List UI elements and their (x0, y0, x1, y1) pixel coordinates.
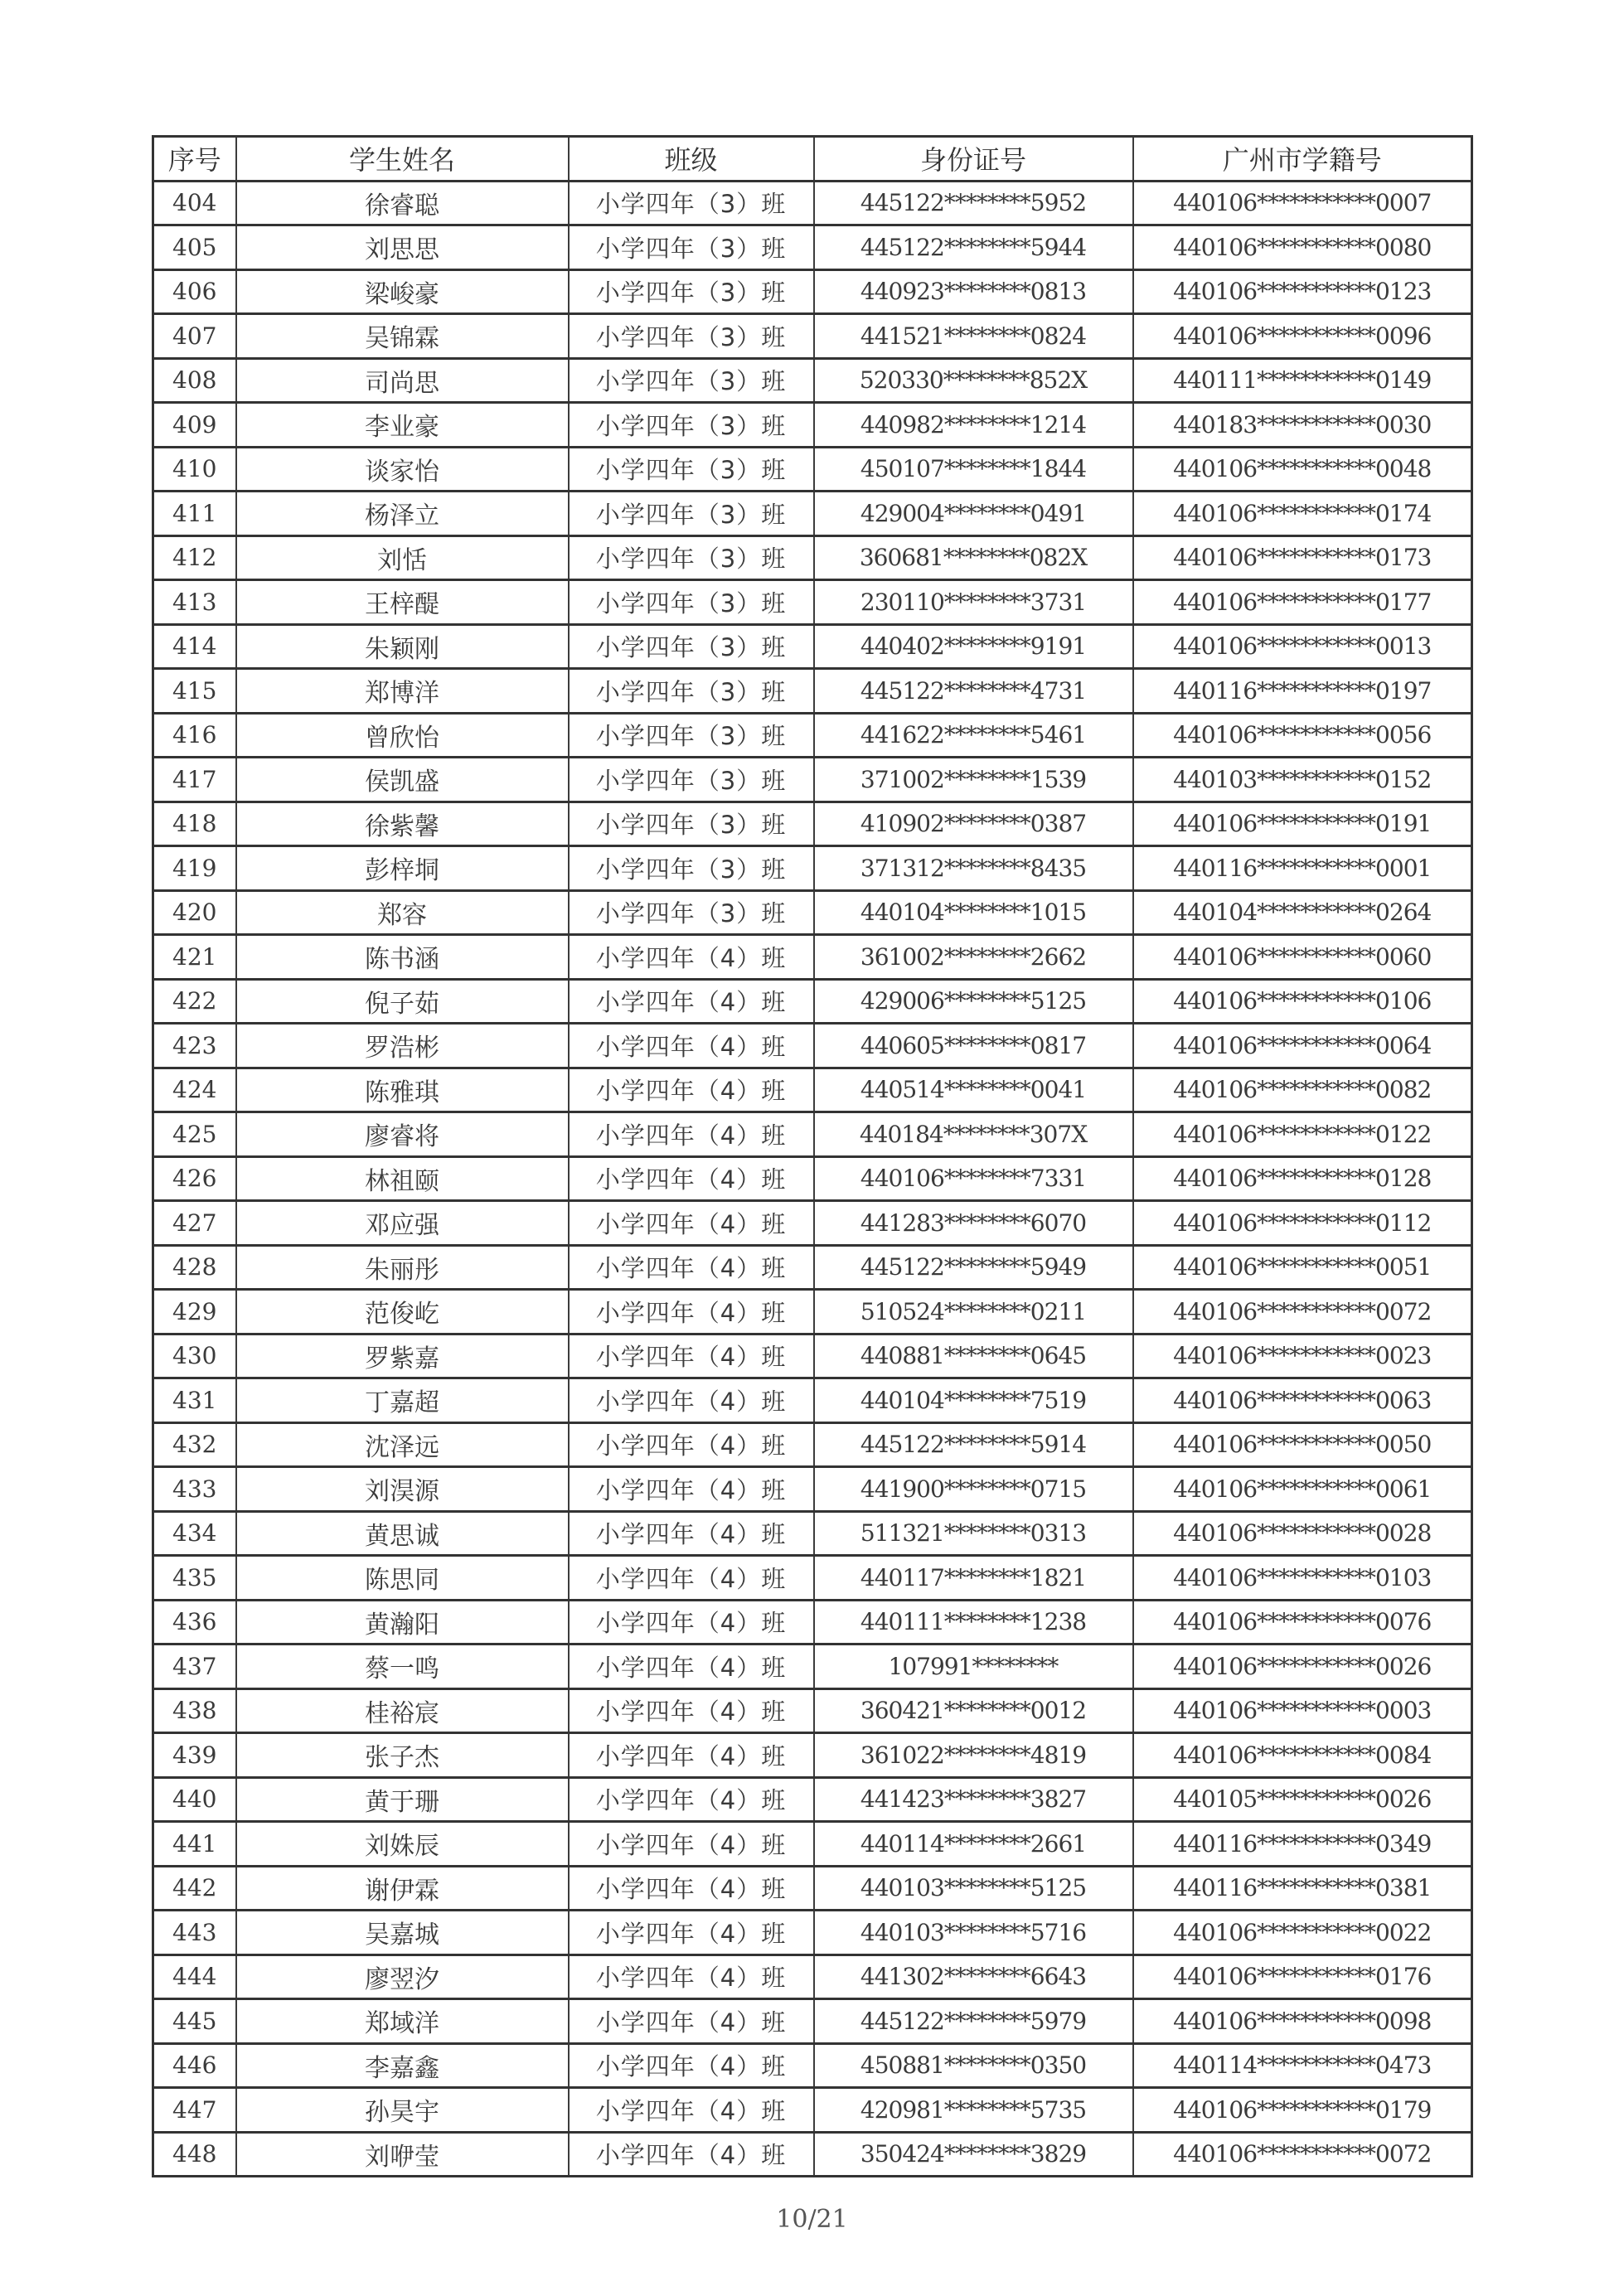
table-row (153, 2088, 1472, 2133)
table-row (153, 846, 1472, 891)
registry-number-cell: 440106***********0050 (1133, 1422, 1472, 1467)
class-cell: 小学四年（3）班 (569, 846, 814, 891)
table-row (153, 1156, 1472, 1201)
registry-number-cell: 440106***********0022 (1133, 1911, 1472, 1955)
registry-number-cell: 440106***********0003 (1133, 1688, 1472, 1733)
class-cell: 小学四年（3）班 (569, 580, 814, 625)
seq-cell: 425 (153, 1112, 236, 1157)
registry-number-cell: 440106***********0122 (1133, 1112, 1472, 1157)
table-row (153, 269, 1472, 314)
seq-cell: 428 (153, 1245, 236, 1290)
class-cell: 小学四年（4）班 (569, 1822, 814, 1867)
registry-number-cell: 440106***********0080 (1133, 225, 1472, 270)
registry-number-cell: 440106***********0179 (1133, 2088, 1472, 2133)
registry-number-cell: 440106***********0056 (1133, 713, 1472, 758)
id-number-cell: 440184********307X (814, 1112, 1133, 1157)
id-number-cell: 371002********1539 (814, 758, 1133, 802)
id-number-cell: 429006********5125 (814, 979, 1133, 1024)
table-row (153, 1911, 1472, 1955)
class-cell: 小学四年（3）班 (569, 669, 814, 714)
header-student-registry-number: 广州市学籍号 (1133, 137, 1472, 182)
class-cell: 小学四年（3）班 (569, 269, 814, 314)
student-name-cell: 陈雅琪 (236, 1068, 569, 1112)
seq-cell: 448 (153, 2132, 236, 2177)
student-name-cell: 彭梓垌 (236, 846, 569, 891)
registry-number-cell: 440106***********0013 (1133, 624, 1472, 669)
table-row (153, 624, 1472, 669)
seq-cell: 439 (153, 1733, 236, 1778)
table-row (153, 1644, 1472, 1689)
class-cell: 小学四年（4）班 (569, 2088, 814, 2133)
registry-number-cell: 440106***********0072 (1133, 2132, 1472, 2177)
id-number-cell: 511321********0313 (814, 1511, 1133, 1556)
registry-number-cell: 440106***********0072 (1133, 1290, 1472, 1334)
seq-cell: 408 (153, 358, 236, 403)
registry-number-cell: 440106***********0076 (1133, 1600, 1472, 1644)
table-row (153, 1511, 1472, 1556)
table-row (153, 1955, 1472, 1999)
student-name-cell: 吴锦霖 (236, 314, 569, 359)
seq-cell: 423 (153, 1024, 236, 1068)
registry-number-cell: 440106***********0082 (1133, 1068, 1472, 1112)
class-cell: 小学四年（4）班 (569, 1378, 814, 1423)
seq-cell: 427 (153, 1201, 236, 1246)
id-number-cell: 440114********2661 (814, 1822, 1133, 1867)
seq-cell: 435 (153, 1556, 236, 1601)
student-name-cell: 刘恬 (236, 535, 569, 580)
id-number-cell: 440402********9191 (814, 624, 1133, 669)
table-row (153, 358, 1472, 403)
header-seq: 序号 (153, 137, 236, 182)
class-cell: 小学四年（4）班 (569, 1245, 814, 1290)
registry-number-cell: 440111***********0149 (1133, 358, 1472, 403)
id-number-cell: 440106********7331 (814, 1156, 1133, 1201)
student-name-cell: 刘姝辰 (236, 1822, 569, 1867)
id-number-cell: 371312********8435 (814, 846, 1133, 891)
id-number-cell: 230110********3731 (814, 580, 1133, 625)
id-number-cell: 440111********1238 (814, 1600, 1133, 1644)
id-number-cell: 445122********5944 (814, 225, 1133, 270)
table-row (153, 1688, 1472, 1733)
seq-cell: 444 (153, 1955, 236, 1999)
class-cell: 小学四年（3）班 (569, 181, 814, 225)
seq-cell: 440 (153, 1777, 236, 1822)
student-name-cell: 倪子茹 (236, 979, 569, 1024)
registry-number-cell: 440106***********0123 (1133, 269, 1472, 314)
table-row (153, 713, 1472, 758)
seq-cell: 434 (153, 1511, 236, 1556)
table-row (153, 2043, 1472, 2088)
registry-number-cell: 440106***********0063 (1133, 1378, 1472, 1423)
seq-cell: 436 (153, 1600, 236, 1644)
registry-number-cell: 440106***********0028 (1133, 1511, 1472, 1556)
id-number-cell: 520330********852X (814, 358, 1133, 403)
class-cell: 小学四年（4）班 (569, 2132, 814, 2177)
seq-cell: 404 (153, 181, 236, 225)
student-name-cell: 刘思思 (236, 225, 569, 270)
id-number-cell: 445122********5949 (814, 1245, 1133, 1290)
student-name-cell: 王梓醍 (236, 580, 569, 625)
class-cell: 小学四年（3）班 (569, 314, 814, 359)
registry-number-cell: 440106***********0103 (1133, 1556, 1472, 1601)
class-cell: 小学四年（4）班 (569, 1955, 814, 1999)
registry-number-cell: 440106***********0023 (1133, 1334, 1472, 1378)
student-name-cell: 蔡一鸣 (236, 1644, 569, 1689)
id-number-cell: 440923********0813 (814, 269, 1133, 314)
class-cell: 小学四年（3）班 (569, 225, 814, 270)
class-cell: 小学四年（4）班 (569, 1112, 814, 1157)
table-row (153, 1866, 1472, 1911)
registry-number-cell: 440106***********0112 (1133, 1201, 1472, 1246)
student-name-cell: 丁嘉超 (236, 1378, 569, 1423)
table-row (153, 403, 1472, 448)
seq-cell: 430 (153, 1334, 236, 1378)
id-number-cell: 445122********4731 (814, 669, 1133, 714)
id-number-cell: 361002********2662 (814, 935, 1133, 980)
student-name-cell: 孙昊宇 (236, 2088, 569, 2133)
id-number-cell: 445122********5952 (814, 181, 1133, 225)
seq-cell: 418 (153, 802, 236, 846)
student-name-cell: 刘淏源 (236, 1467, 569, 1512)
id-number-cell: 445122********5914 (814, 1422, 1133, 1467)
table-row (153, 1245, 1472, 1290)
seq-cell: 420 (153, 890, 236, 935)
table-row (153, 1556, 1472, 1601)
seq-cell: 406 (153, 269, 236, 314)
registry-number-cell: 440106***********0048 (1133, 447, 1472, 492)
id-number-cell: 361022********4819 (814, 1733, 1133, 1778)
table-row (153, 1600, 1472, 1644)
table-row (153, 1422, 1472, 1467)
class-cell: 小学四年（4）班 (569, 1556, 814, 1601)
class-cell: 小学四年（3）班 (569, 535, 814, 580)
id-number-cell: 440103********5125 (814, 1866, 1133, 1911)
registry-number-cell: 440106***********0060 (1133, 935, 1472, 980)
table-row (153, 1467, 1472, 1512)
id-number-cell: 450107********1844 (814, 447, 1133, 492)
seq-cell: 447 (153, 2088, 236, 2133)
registry-number-cell: 440106***********0007 (1133, 181, 1472, 225)
table-row (153, 492, 1472, 536)
table-row (153, 669, 1472, 714)
registry-number-cell: 440106***********0176 (1133, 1955, 1472, 1999)
table-row (153, 1024, 1472, 1068)
seq-cell: 437 (153, 1644, 236, 1689)
class-cell: 小学四年（3）班 (569, 492, 814, 536)
id-number-cell: 350424********3829 (814, 2132, 1133, 2177)
registry-number-cell: 440116***********0349 (1133, 1822, 1472, 1867)
header-id-number: 身份证号 (814, 137, 1133, 182)
seq-cell: 443 (153, 1911, 236, 1955)
class-cell: 小学四年（4）班 (569, 1777, 814, 1822)
registry-number-cell: 440106***********0174 (1133, 492, 1472, 536)
class-cell: 小学四年（4）班 (569, 1156, 814, 1201)
student-roster-table (152, 135, 1473, 2177)
seq-cell: 429 (153, 1290, 236, 1334)
id-number-cell: 360421********0012 (814, 1688, 1133, 1733)
id-number-cell: 429004********0491 (814, 492, 1133, 536)
class-cell: 小学四年（4）班 (569, 979, 814, 1024)
student-name-cell: 黄思诚 (236, 1511, 569, 1556)
table-row (153, 225, 1472, 270)
class-cell: 小学四年（4）班 (569, 1733, 814, 1778)
class-cell: 小学四年（4）班 (569, 1467, 814, 1512)
id-number-cell: 410902********0387 (814, 802, 1133, 846)
class-cell: 小学四年（3）班 (569, 447, 814, 492)
registry-number-cell: 440106***********0191 (1133, 802, 1472, 846)
seq-cell: 446 (153, 2043, 236, 2088)
class-cell: 小学四年（3）班 (569, 802, 814, 846)
seq-cell: 441 (153, 1822, 236, 1867)
seq-cell: 412 (153, 535, 236, 580)
class-cell: 小学四年（3）班 (569, 403, 814, 448)
registry-number-cell: 440106***********0128 (1133, 1156, 1472, 1201)
student-name-cell: 陈思同 (236, 1556, 569, 1601)
student-name-cell: 沈泽远 (236, 1422, 569, 1467)
student-name-cell: 陈书涵 (236, 935, 569, 980)
registry-number-cell: 440106***********0051 (1133, 1245, 1472, 1290)
table-row (153, 1112, 1472, 1157)
table-row (153, 1334, 1472, 1378)
student-name-cell: 黄瀚阳 (236, 1600, 569, 1644)
student-name-cell: 曾欣怡 (236, 713, 569, 758)
id-number-cell: 441521********0824 (814, 314, 1133, 359)
class-cell: 小学四年（4）班 (569, 1068, 814, 1112)
id-number-cell: 510524********0211 (814, 1290, 1133, 1334)
class-cell: 小学四年（4）班 (569, 1688, 814, 1733)
table-row (153, 1378, 1472, 1423)
student-name-cell: 罗紫嘉 (236, 1334, 569, 1378)
id-number-cell: 440881********0645 (814, 1334, 1133, 1378)
id-number-cell: 360681********082X (814, 535, 1133, 580)
class-cell: 小学四年（4）班 (569, 1644, 814, 1689)
table-row (153, 758, 1472, 802)
id-number-cell: 440117********1821 (814, 1556, 1133, 1601)
table-row (153, 890, 1472, 935)
student-name-cell: 桂裕宸 (236, 1688, 569, 1733)
id-number-cell: 440514********0041 (814, 1068, 1133, 1112)
table-row (153, 802, 1472, 846)
student-name-cell: 李嘉鑫 (236, 2043, 569, 2088)
registry-number-cell: 440106***********0096 (1133, 314, 1472, 359)
student-name-cell: 廖睿将 (236, 1112, 569, 1157)
registry-number-cell: 440114***********0473 (1133, 2043, 1472, 2088)
table-row (153, 2132, 1472, 2177)
class-cell: 小学四年（4）班 (569, 1600, 814, 1644)
registry-number-cell: 440106***********0061 (1133, 1467, 1472, 1512)
student-name-cell: 杨泽立 (236, 492, 569, 536)
seq-cell: 410 (153, 447, 236, 492)
registry-number-cell: 440106***********0173 (1133, 535, 1472, 580)
seq-cell: 432 (153, 1422, 236, 1467)
class-cell: 小学四年（4）班 (569, 2043, 814, 2088)
table-row (153, 535, 1472, 580)
seq-cell: 416 (153, 713, 236, 758)
seq-cell: 414 (153, 624, 236, 669)
student-name-cell: 林祖颐 (236, 1156, 569, 1201)
class-cell: 小学四年（3）班 (569, 890, 814, 935)
student-name-cell: 邓应强 (236, 1201, 569, 1246)
id-number-cell: 440104********1015 (814, 890, 1133, 935)
seq-cell: 419 (153, 846, 236, 891)
seq-cell: 426 (153, 1156, 236, 1201)
seq-cell: 424 (153, 1068, 236, 1112)
seq-cell: 422 (153, 979, 236, 1024)
class-cell: 小学四年（4）班 (569, 1866, 814, 1911)
class-cell: 小学四年（4）班 (569, 1999, 814, 2044)
registry-number-cell: 440104***********0264 (1133, 890, 1472, 935)
table-row (153, 447, 1472, 492)
seq-cell: 415 (153, 669, 236, 714)
class-cell: 小学四年（3）班 (569, 758, 814, 802)
id-number-cell: 440103********5716 (814, 1911, 1133, 1955)
registry-number-cell: 440116***********0381 (1133, 1866, 1472, 1911)
registry-number-cell: 440183***********0030 (1133, 403, 1472, 448)
student-name-cell: 郑容 (236, 890, 569, 935)
registry-number-cell: 440106***********0084 (1133, 1733, 1472, 1778)
table-row (153, 181, 1472, 225)
seq-cell: 411 (153, 492, 236, 536)
seq-cell: 433 (153, 1467, 236, 1512)
registry-number-cell: 440106***********0106 (1133, 979, 1472, 1024)
table-row (153, 1733, 1472, 1778)
student-name-cell: 郑博洋 (236, 669, 569, 714)
class-cell: 小学四年（4）班 (569, 935, 814, 980)
class-cell: 小学四年（4）班 (569, 1334, 814, 1378)
student-name-cell: 徐睿聪 (236, 181, 569, 225)
registry-number-cell: 440106***********0064 (1133, 1024, 1472, 1068)
header-row (153, 137, 1472, 182)
registry-number-cell: 440106***********0098 (1133, 1999, 1472, 2044)
table-row (153, 979, 1472, 1024)
id-number-cell: 441423********3827 (814, 1777, 1133, 1822)
registry-number-cell: 440106***********0177 (1133, 580, 1472, 625)
id-number-cell: 441302********6643 (814, 1955, 1133, 1999)
table-row (153, 1290, 1472, 1334)
student-name-cell: 罗浩彬 (236, 1024, 569, 1068)
student-name-cell: 廖翌汐 (236, 1955, 569, 1999)
student-name-cell: 朱颖刚 (236, 624, 569, 669)
student-name-cell: 朱丽彤 (236, 1245, 569, 1290)
registry-number-cell: 440103***********0152 (1133, 758, 1472, 802)
seq-cell: 413 (153, 580, 236, 625)
student-name-cell: 吴嘉城 (236, 1911, 569, 1955)
registry-number-cell: 440116***********0197 (1133, 669, 1472, 714)
id-number-cell: 107991******** (814, 1644, 1133, 1689)
seq-cell: 431 (153, 1378, 236, 1423)
student-name-cell: 黄于珊 (236, 1777, 569, 1822)
class-cell: 小学四年（4）班 (569, 1024, 814, 1068)
id-number-cell: 440104********7519 (814, 1378, 1133, 1423)
id-number-cell: 440982********1214 (814, 403, 1133, 448)
table-row (153, 1999, 1472, 2044)
student-name-cell: 谢伊霖 (236, 1866, 569, 1911)
table-row (153, 1822, 1472, 1867)
id-number-cell: 440605********0817 (814, 1024, 1133, 1068)
table-row (153, 314, 1472, 359)
student-name-cell: 范俊屹 (236, 1290, 569, 1334)
student-name-cell: 梁峻豪 (236, 269, 569, 314)
registry-number-cell: 440116***********0001 (1133, 846, 1472, 891)
header-class: 班级 (569, 137, 814, 182)
table-row (153, 1068, 1472, 1112)
header-student-name: 学生姓名 (236, 137, 569, 182)
student-name-cell: 张子杰 (236, 1733, 569, 1778)
class-cell: 小学四年（4）班 (569, 1911, 814, 1955)
class-cell: 小学四年（4）班 (569, 1290, 814, 1334)
class-cell: 小学四年（4）班 (569, 1422, 814, 1467)
class-cell: 小学四年（4）班 (569, 1201, 814, 1246)
student-name-cell: 徐紫馨 (236, 802, 569, 846)
seq-cell: 407 (153, 314, 236, 359)
table-row (153, 935, 1472, 980)
seq-cell: 421 (153, 935, 236, 980)
table-row (153, 580, 1472, 625)
page-number: 10/21 (776, 2205, 848, 2234)
table-row (153, 1201, 1472, 1246)
class-cell: 小学四年（4）班 (569, 1511, 814, 1556)
student-name-cell: 郑域洋 (236, 1999, 569, 2044)
id-number-cell: 441283********6070 (814, 1201, 1133, 1246)
class-cell: 小学四年（3）班 (569, 358, 814, 403)
seq-cell: 405 (153, 225, 236, 270)
student-name-cell: 李业豪 (236, 403, 569, 448)
seq-cell: 442 (153, 1866, 236, 1911)
seq-cell: 438 (153, 1688, 236, 1733)
student-name-cell: 司尚思 (236, 358, 569, 403)
id-number-cell: 445122********5979 (814, 1999, 1133, 2044)
id-number-cell: 441622********5461 (814, 713, 1133, 758)
table-row (153, 1777, 1472, 1822)
class-cell: 小学四年（3）班 (569, 624, 814, 669)
seq-cell: 417 (153, 758, 236, 802)
registry-number-cell: 440105***********0026 (1133, 1777, 1472, 1822)
class-cell: 小学四年（3）班 (569, 713, 814, 758)
student-name-cell: 谈家怡 (236, 447, 569, 492)
student-name-cell: 刘咿莹 (236, 2132, 569, 2177)
id-number-cell: 441900********0715 (814, 1467, 1133, 1512)
id-number-cell: 450881********0350 (814, 2043, 1133, 2088)
registry-number-cell: 440106***********0026 (1133, 1644, 1472, 1689)
student-name-cell: 侯凯盛 (236, 758, 569, 802)
seq-cell: 445 (153, 1999, 236, 2044)
id-number-cell: 420981********5735 (814, 2088, 1133, 2133)
seq-cell: 409 (153, 403, 236, 448)
